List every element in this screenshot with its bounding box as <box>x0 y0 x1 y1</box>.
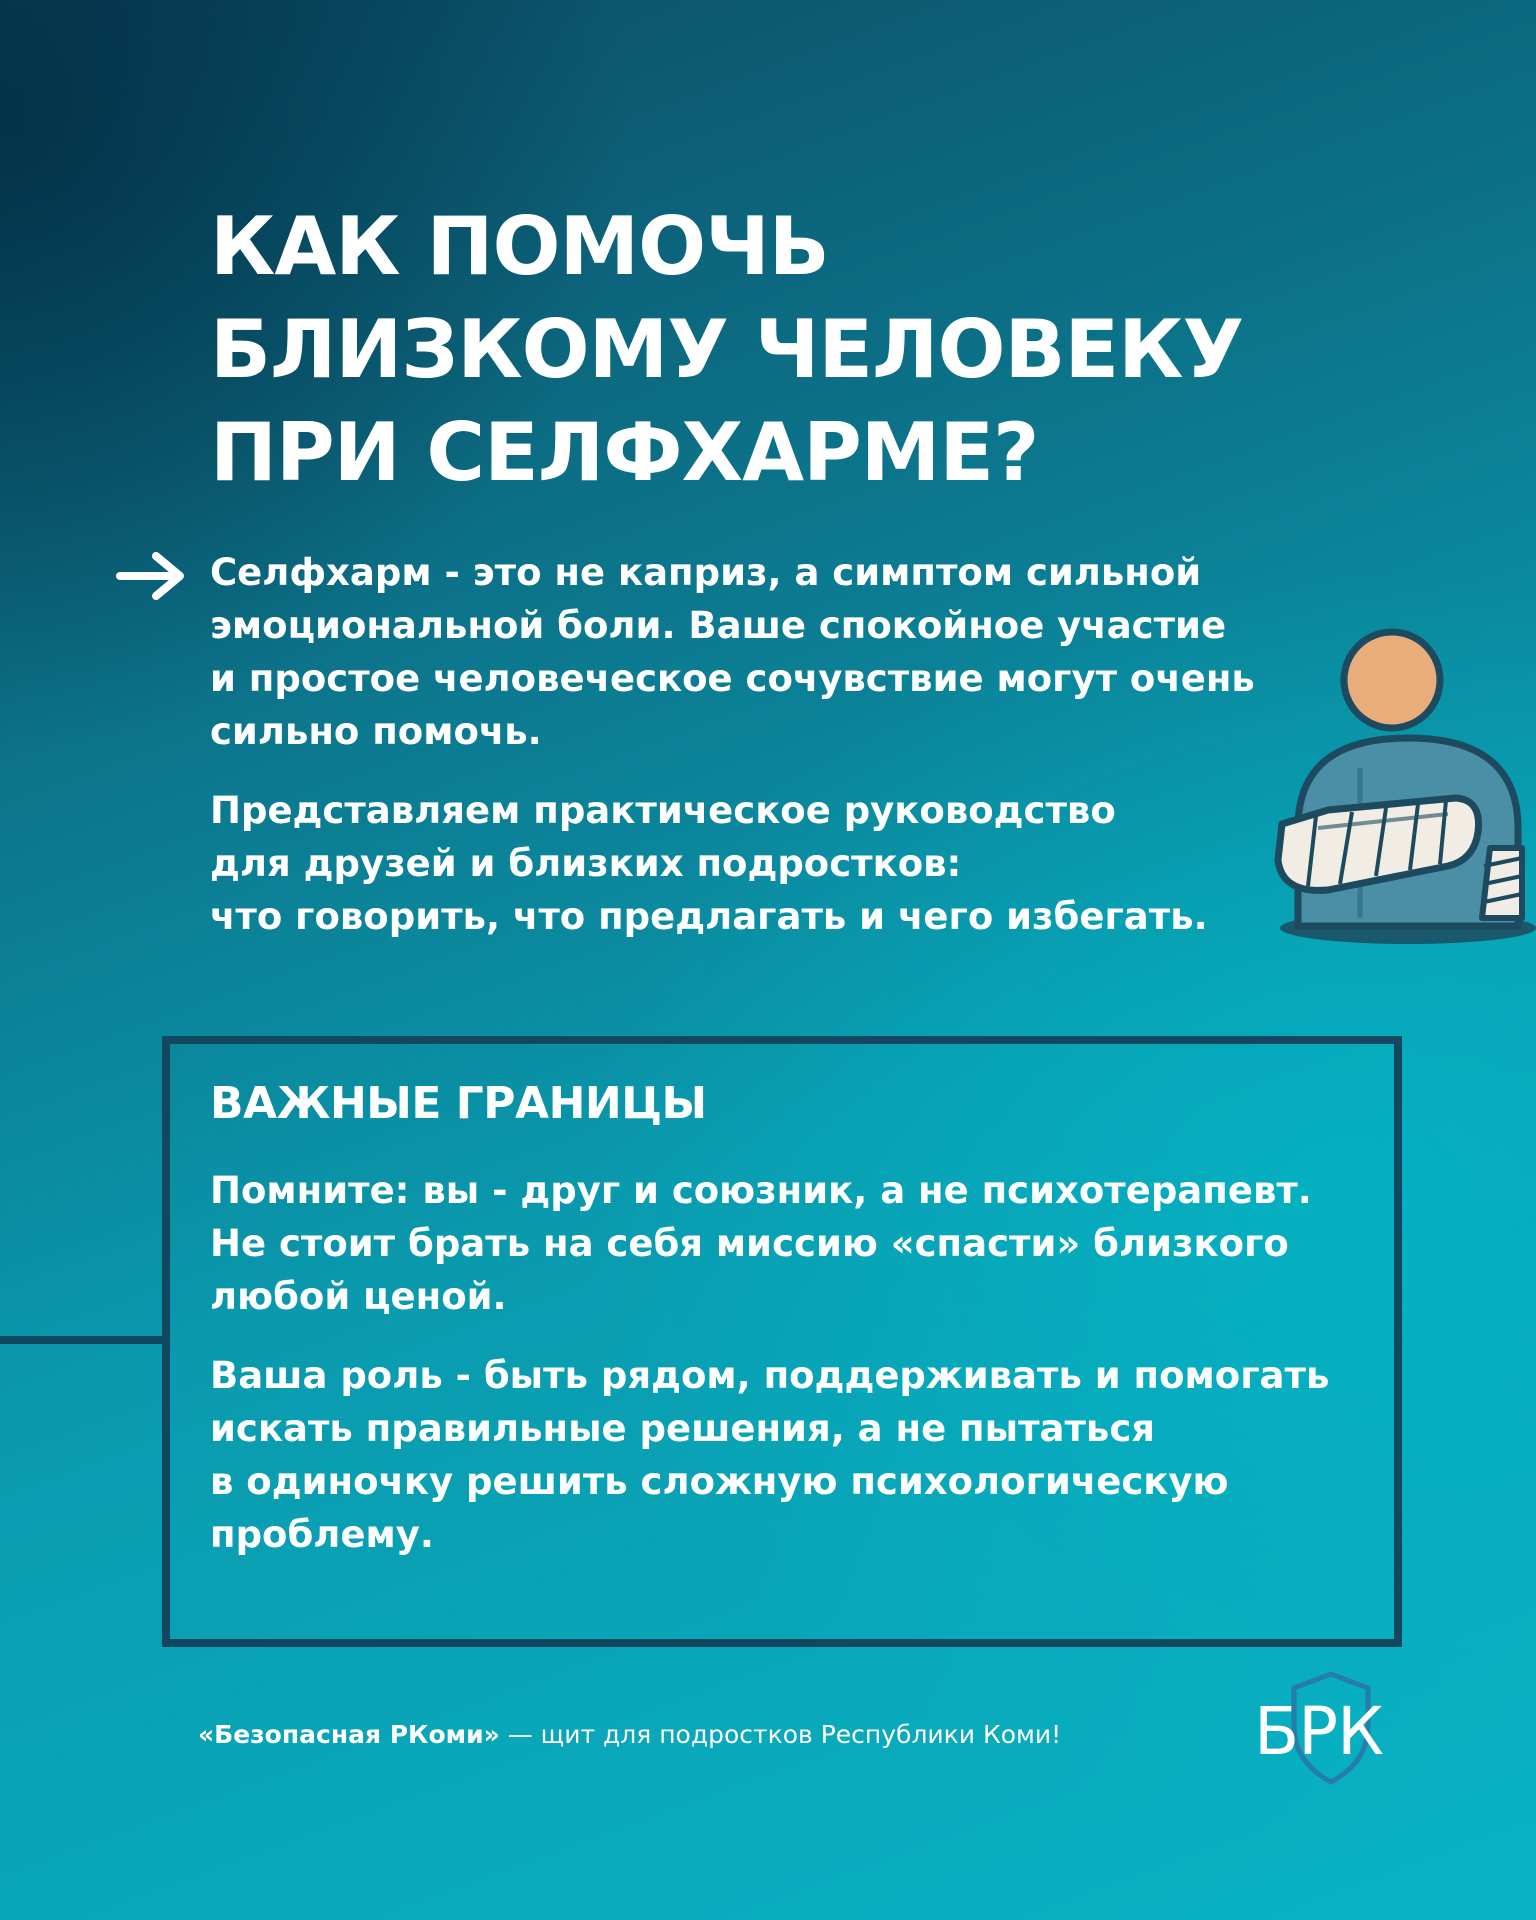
important-boundaries-box <box>162 1036 1402 1647</box>
page-title <box>210 195 1410 504</box>
boundaries-p2-line: искать правильные решения, а не пытаться <box>210 1407 1156 1450</box>
intro-p1-line: и простое человеческое сочувствие могут очень <box>210 657 1255 700</box>
intro-p2-line: для друзей и близких подростков: <box>210 842 962 885</box>
title-line-3: ПРИ СЕЛФХАРМЕ? <box>210 406 1039 499</box>
intro-text <box>210 546 1310 969</box>
connector-line <box>0 1336 166 1344</box>
boundaries-p1-line: любой ценой. <box>210 1275 507 1318</box>
footer-text <box>198 1718 1061 1752</box>
footer-tagline: — щит для подростков Республики Коми! <box>499 1720 1062 1749</box>
boundaries-body <box>210 1164 1370 1587</box>
title-line-1: КАК ПОМОЧЬ <box>210 200 829 293</box>
intro-paragraph-2 <box>210 784 1310 943</box>
boundaries-p2-line: Ваша роль - быть рядом, поддерживать и помогать <box>210 1354 1330 1397</box>
logo-text: БРК <box>1254 1693 1383 1770</box>
boundaries-paragraph-2 <box>210 1349 1370 1561</box>
footer-brand: «Безопасная РКоми» <box>198 1720 500 1749</box>
boundaries-p2-line: в одиночку решить сложную психологическую <box>210 1460 1229 1503</box>
title-line-2: БЛИЗКОМУ ЧЕЛОВЕКУ <box>210 303 1244 396</box>
intro-p1-line: сильно помочь. <box>210 710 542 753</box>
boundaries-p2-line: проблему. <box>210 1513 434 1556</box>
person-with-bandaged-arm-icon <box>1268 628 1536 948</box>
arrow-right-icon <box>116 550 188 602</box>
intro-p1-line: Селфхарм - это не каприз, а симптом сильной <box>210 551 1202 594</box>
brk-logo <box>1246 1664 1416 1804</box>
intro-p2-line: что говорить, что предлагать и чего избегать. <box>210 895 1208 938</box>
boundaries-paragraph-1 <box>210 1164 1370 1323</box>
intro-p2-line: Представляем практическое руководство <box>210 789 1116 832</box>
boundaries-p1-line: Не стоит брать на себя миссию «спасти» близкого <box>210 1222 1289 1265</box>
boundaries-p1-line: Помните: вы - друг и союзник, а не психотерапевт. <box>210 1169 1312 1212</box>
boundaries-title: ВАЖНЫЕ ГРАНИЦЫ <box>210 1078 707 1129</box>
intro-p1-line: эмоциональной боли. Ваше спокойное участие <box>210 604 1227 647</box>
intro-paragraph-1 <box>210 546 1310 758</box>
